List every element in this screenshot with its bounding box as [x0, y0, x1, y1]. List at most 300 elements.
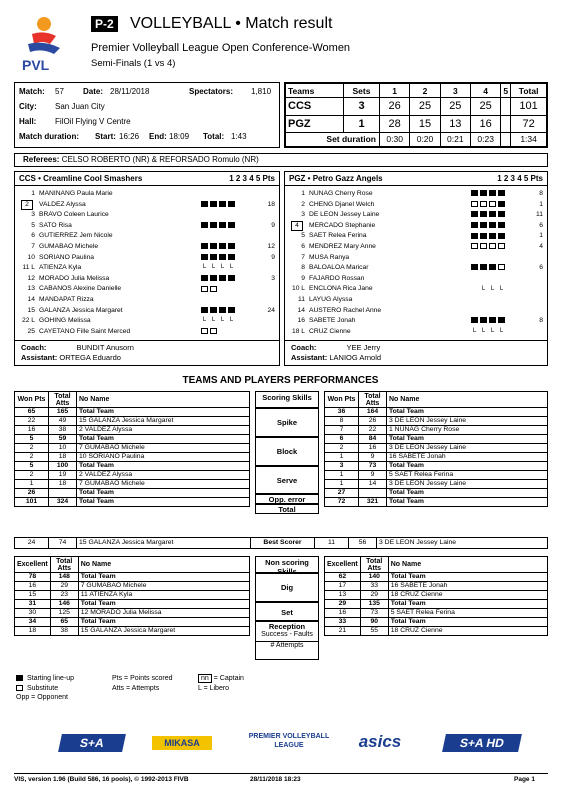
- table-cell: Total Team: [78, 618, 249, 627]
- starter-square-icon: [498, 190, 505, 196]
- player-points: 8: [539, 190, 543, 197]
- table-row: [325, 471, 548, 480]
- player-name: CHENG Djanel Welch: [309, 200, 375, 208]
- player-row: [285, 189, 547, 198]
- success-faults-label: Success - Faults: [261, 631, 313, 638]
- starter-square-icon: [219, 222, 226, 228]
- player-row: [15, 221, 279, 230]
- city: San Juan City: [55, 102, 105, 111]
- player-name: SAET Relea Ferina: [309, 232, 367, 240]
- table-cell: Total Team: [388, 600, 547, 609]
- table-cell: 324: [49, 498, 77, 507]
- table-cell: 1: [325, 453, 359, 462]
- pvl-logo: [14, 14, 76, 76]
- player-name: GALANZA Jessica Margaret: [39, 306, 123, 314]
- set-participation: [201, 284, 273, 293]
- substitute-square-icon: [498, 243, 505, 249]
- player-row: [285, 253, 547, 262]
- starter-square-icon: [219, 201, 226, 207]
- table-row: [325, 453, 548, 462]
- player-row: [15, 189, 279, 198]
- table-cell: Total Team: [387, 489, 548, 498]
- sponsor-logo: S+A HD: [442, 734, 522, 752]
- total-points: 72: [511, 115, 547, 132]
- table-cell: 321: [359, 498, 387, 507]
- table-cell: 31: [15, 600, 51, 609]
- nonscoring-table-pgz: [324, 556, 548, 636]
- starter-square-icon: [219, 254, 226, 260]
- libero-mark: L: [202, 264, 207, 271]
- player-points: 6: [539, 221, 543, 229]
- player-row: [15, 327, 279, 336]
- substitute-square-icon: [471, 201, 478, 207]
- table-cell: 15 GALANZA Jessica Margaret: [77, 417, 250, 426]
- player-name: CAYETANO Fille Saint Merced: [39, 327, 131, 335]
- table-cell: 165: [49, 408, 77, 417]
- total-header: Total: [511, 84, 547, 98]
- table-cell: 5: [15, 462, 49, 471]
- round-name: Semi-Finals (1 vs 4): [91, 58, 176, 69]
- start-time: 16:26: [119, 132, 140, 141]
- table-cell: Total Team: [387, 435, 548, 444]
- starter-square-icon: [210, 201, 217, 207]
- starter-square-icon: [489, 190, 496, 196]
- legend-captain: Captain: [219, 675, 244, 682]
- table-cell: Total Team: [77, 462, 250, 471]
- player-name: SABETE Jonah: [309, 317, 356, 325]
- team-code: PGZ: [286, 115, 344, 132]
- skill-label: Serve: [255, 466, 319, 495]
- player-name: ENCLONA Rica Jane: [309, 285, 373, 293]
- table-cell: 140: [360, 573, 388, 582]
- team-code: CCS: [286, 98, 344, 115]
- player-row: [15, 231, 279, 240]
- player-row: [285, 327, 547, 336]
- attempts-label: # Attempts: [255, 641, 319, 649]
- performance-title: TEAMS AND PLAYERS PERFORMANCES: [182, 375, 379, 386]
- skill-label: Dig: [255, 573, 319, 602]
- table-cell: 135: [360, 600, 388, 609]
- starter-square-icon: [471, 222, 478, 228]
- team-title: PGZ • Petro Gazz Angels: [289, 174, 383, 183]
- table-cell: 9: [359, 471, 387, 480]
- table-cell: 26: [15, 489, 49, 498]
- set-score: 28: [380, 115, 410, 132]
- substitute-square-icon: [498, 264, 505, 270]
- table-cell: 18: [49, 480, 77, 489]
- set-header: 3: [440, 84, 470, 98]
- table-cell: 55: [360, 627, 388, 636]
- substitute-square-icon: [480, 201, 487, 207]
- player-number: 13: [27, 285, 35, 293]
- set-duration: 0:21: [440, 132, 470, 146]
- svg-text:PVL: PVL: [22, 57, 50, 73]
- assistant-label: Assistant:: [21, 353, 58, 362]
- player-number: 11: [298, 296, 305, 303]
- player-row: [285, 284, 547, 293]
- score-table: [284, 82, 548, 148]
- table-cell: [49, 489, 77, 498]
- best-scorer-label: Best Scorer: [251, 538, 315, 549]
- table-cell: 16: [359, 444, 387, 453]
- set-score: [501, 98, 511, 115]
- player-number: 18 L: [291, 327, 305, 335]
- player-number: 2: [301, 200, 305, 208]
- best-scorer-cell: 15 GALANZA Jessica Margaret: [77, 538, 251, 549]
- legend-points: Pts = Points scored: [112, 675, 173, 682]
- table-cell: 2: [15, 444, 49, 453]
- set-score: 13: [440, 115, 470, 132]
- table-cell: 148: [50, 573, 78, 582]
- starter-square-icon: [480, 211, 487, 217]
- player-row: [285, 274, 547, 283]
- header-row: [325, 392, 548, 408]
- set-header: 5: [501, 84, 511, 98]
- player-points: 9: [271, 221, 275, 229]
- table-cell: 29: [360, 591, 388, 600]
- table-row: [15, 573, 250, 582]
- table-cell: Total Team: [387, 498, 548, 507]
- set-participation: [201, 316, 273, 325]
- table-cell: 19: [49, 471, 77, 480]
- table-cell: 72: [325, 498, 359, 507]
- player-number: 8: [301, 264, 305, 272]
- starter-square-icon: [201, 307, 208, 313]
- set-score: 25: [410, 98, 440, 115]
- player-row: [285, 242, 547, 251]
- table-cell: 29: [50, 582, 78, 591]
- column-header: Total Atts: [359, 392, 387, 408]
- player-number: 5: [301, 232, 305, 240]
- starter-square-icon: [210, 243, 217, 249]
- player-row: [15, 210, 279, 219]
- set-participation: [471, 284, 543, 293]
- player-name: NUNAG Cherry Rose: [309, 190, 373, 197]
- player-points: 9: [271, 253, 275, 261]
- player-name: FAJARDO Rossan: [309, 274, 365, 282]
- table-cell: 13: [325, 591, 361, 600]
- set-score: 15: [410, 115, 440, 132]
- player-points: 12: [267, 243, 275, 250]
- player-points: 6: [539, 264, 543, 272]
- table-row: [325, 582, 548, 591]
- table-cell: 21: [325, 627, 361, 636]
- libero-mark: L: [499, 328, 504, 335]
- coach-name: BUNDIT Anusorn: [76, 343, 134, 352]
- date-label: Date:: [83, 87, 104, 96]
- start-label: Start:: [95, 132, 116, 141]
- table-cell: 2 VALDEZ Alyssa: [77, 471, 250, 480]
- table-cell: 8: [325, 417, 359, 426]
- table-row: [325, 600, 548, 609]
- table-row: [325, 417, 548, 426]
- table-cell: 3 DE LEON Jessey Laine: [387, 480, 548, 489]
- substitute-square-icon: [210, 286, 217, 292]
- starter-square-icon: [498, 211, 505, 217]
- starting-icon: [16, 675, 23, 681]
- assistant-label: Assistant:: [291, 353, 328, 362]
- set-participation: [201, 327, 273, 336]
- player-row: [15, 263, 279, 272]
- table-cell: 15: [15, 591, 51, 600]
- table-cell: 7 GUMABAO Michele: [77, 444, 250, 453]
- set-score: 25: [470, 98, 500, 115]
- table-cell: 146: [50, 600, 78, 609]
- legend-attempts: Atts = Attempts: [112, 684, 160, 692]
- best-scorer-cell: 56: [349, 538, 377, 549]
- table-cell: 84: [359, 435, 387, 444]
- legend-libero: L = Libero: [198, 684, 230, 692]
- substitute-icon: [16, 685, 23, 691]
- column-header: Won Pts: [325, 392, 359, 408]
- coach-name: YEE Jerry: [346, 343, 381, 352]
- table-cell: 1 NUNAG Cherry Rose: [387, 426, 548, 435]
- player-name: LAYUG Alyssa: [309, 296, 353, 303]
- table-cell: Total Team: [77, 489, 250, 498]
- starter-square-icon: [498, 222, 505, 228]
- player-points: 4: [539, 243, 543, 250]
- table-cell: 16: [15, 582, 51, 591]
- starter-square-icon: [489, 264, 496, 270]
- table-cell: 27: [325, 489, 359, 498]
- table-cell: 1: [325, 480, 359, 489]
- table-row: [325, 609, 548, 618]
- table-row: [15, 471, 250, 480]
- table-cell: 12 MORADO Julia Melissa: [78, 609, 249, 618]
- table-cell: 9: [359, 453, 387, 462]
- column-header: No Name: [388, 557, 547, 573]
- player-name: ATIENZA Kyla: [39, 264, 82, 272]
- table-cell: 101: [15, 498, 49, 507]
- table-row: [15, 591, 250, 600]
- set-participation: [471, 327, 543, 336]
- best-row: [15, 538, 548, 549]
- page-title: VOLLEYBALL • Match result: [130, 15, 333, 32]
- assistant-name: ORTEGA Eduardo: [59, 353, 121, 362]
- table-cell: 1: [15, 480, 49, 489]
- match-number: 57: [55, 87, 64, 96]
- total-label: Total:: [203, 132, 225, 141]
- table-cell: 18 CRUZ Cienne: [388, 591, 547, 600]
- table-cell: 15 GALANZA Jessica Margaret: [78, 627, 249, 636]
- table-cell: 18: [49, 453, 77, 462]
- table-cell: Total Team: [77, 498, 250, 507]
- player-number: 9: [301, 274, 305, 282]
- player-name: CABANOS Alexine Danielle: [39, 285, 122, 293]
- column-header: Total Atts: [360, 557, 388, 573]
- table-cell: 34: [15, 618, 51, 627]
- table-cell: 33: [325, 618, 361, 627]
- header-row: [15, 557, 250, 573]
- player-number: 1: [301, 190, 305, 197]
- starter-square-icon: [201, 254, 208, 260]
- table-cell: 30: [15, 609, 51, 618]
- footer-date: 28/11/2018 18:23: [250, 776, 301, 783]
- player-name: MUSA Ranya: [309, 253, 350, 261]
- starter-square-icon: [228, 307, 235, 313]
- table-row: [15, 444, 250, 453]
- best-scorer-cell: 3 DE LEON Jessey Laine: [377, 538, 548, 549]
- set-participation: [201, 263, 273, 272]
- hall: FilOil Flying V Centre: [55, 117, 131, 126]
- player-row: [285, 306, 547, 315]
- column-header: Total Atts: [50, 557, 78, 573]
- table-cell: 2: [325, 444, 359, 453]
- table-row: [15, 618, 250, 627]
- player-name: MANDAPAT Rizza: [39, 296, 94, 303]
- table-row: [325, 408, 548, 417]
- table-row: [15, 498, 250, 507]
- set-score: 26: [380, 98, 410, 115]
- scoring-table-pgz: [324, 391, 548, 507]
- table-cell: 5: [15, 435, 49, 444]
- starter-square-icon: [480, 317, 487, 323]
- spectators: 1,810: [251, 87, 272, 96]
- table-cell: 16 SABETE Jonah: [388, 582, 547, 591]
- starter-square-icon: [210, 307, 217, 313]
- starter-square-icon: [480, 233, 487, 239]
- referees-names: CELSO ROBERTO (NR) & REFORSADO Romulo (NR): [61, 155, 259, 164]
- set-duration-label: Set duration: [286, 132, 380, 146]
- player-name: GOHING Melissa: [39, 317, 91, 325]
- table-row: [325, 435, 548, 444]
- skill-label: Reception: [255, 621, 319, 660]
- starter-square-icon: [210, 254, 217, 260]
- table-cell: 5 SAET Relea Ferina: [387, 471, 548, 480]
- table-cell: 18: [15, 627, 51, 636]
- table-row: [325, 498, 548, 507]
- libero-mark: L: [490, 285, 495, 292]
- referees-label: Referees:: [23, 155, 60, 164]
- table-row: [15, 462, 250, 471]
- perf-table: [324, 391, 548, 507]
- table-cell: 14: [359, 480, 387, 489]
- player-number: 16: [297, 317, 305, 325]
- perf-table: [14, 556, 250, 636]
- libero-mark: L: [229, 264, 234, 271]
- starter-square-icon: [489, 222, 496, 228]
- assistant-name: LANIOG Arnold: [329, 353, 382, 362]
- column-header: Excellent: [325, 557, 361, 573]
- table-cell: 10 SORIANO Paulina: [77, 453, 250, 462]
- substitute-square-icon: [489, 243, 496, 249]
- sponsors-bar: [60, 720, 520, 760]
- player-row: [285, 295, 547, 304]
- scoring-table-ccs: [14, 391, 250, 507]
- table-cell: 22: [359, 426, 387, 435]
- libero-mark: L: [490, 328, 495, 335]
- starter-square-icon: [471, 317, 478, 323]
- player-number: 15: [27, 306, 35, 314]
- player-row: [15, 274, 279, 283]
- best-table: [14, 537, 548, 549]
- table-cell: 38: [50, 627, 78, 636]
- player-name: MERCADO Stephanie: [309, 221, 376, 229]
- table-cell: 90: [360, 618, 388, 627]
- player-number: 10 L: [291, 285, 305, 293]
- league-name: Premier Volleyball League Open Conference-Women: [91, 42, 351, 54]
- perf-table: [324, 556, 548, 636]
- column-header: No Name: [77, 392, 250, 408]
- page-tag: P-2: [91, 16, 118, 32]
- table-row: [15, 426, 250, 435]
- set-duration: 0:23: [470, 132, 500, 146]
- sponsor-logo: PREMIER VOLLEYBALL LEAGUE: [248, 733, 330, 749]
- starter-square-icon: [489, 233, 496, 239]
- player-number: 6: [301, 243, 305, 250]
- starter-square-icon: [201, 275, 208, 281]
- table-cell: 78: [15, 573, 51, 582]
- coach-label: Coach:: [21, 343, 47, 352]
- player-number: 7: [301, 253, 305, 261]
- starter-square-icon: [489, 211, 496, 217]
- player-points: 11: [536, 211, 543, 219]
- table-cell: 7 GUMABAO Michele: [77, 480, 250, 489]
- table-cell: 59: [49, 435, 77, 444]
- substitute-square-icon: [471, 243, 478, 249]
- table-cell: [359, 489, 387, 498]
- table-cell: Total Team: [387, 462, 548, 471]
- player-name: VALDEZ Alyssa: [39, 200, 86, 208]
- total-time: 1:43: [231, 132, 247, 141]
- table-row: [15, 408, 250, 417]
- player-number: 14: [297, 306, 305, 314]
- table-row: [15, 480, 250, 489]
- table-cell: 11 ATIENZA Kyla: [78, 591, 249, 600]
- starter-square-icon: [471, 264, 478, 270]
- table-row: [325, 489, 548, 498]
- footer-page: Page 1: [514, 776, 535, 783]
- hall-label: Hall:: [19, 117, 37, 126]
- best-scorer-cell: 11: [315, 538, 349, 549]
- table-cell: 17: [325, 582, 361, 591]
- coach-box-ccs: [14, 341, 280, 366]
- starter-square-icon: [201, 201, 208, 207]
- player-name: MANINANG Paula Marie: [39, 190, 113, 197]
- table-cell: 62: [325, 573, 361, 582]
- column-header: Total Atts: [49, 392, 77, 408]
- table-cell: 3: [325, 462, 359, 471]
- player-row: [15, 253, 279, 262]
- libero-mark: L: [481, 328, 486, 335]
- libero-mark: L: [211, 317, 216, 324]
- table-row: [325, 480, 548, 489]
- substitute-square-icon: [489, 201, 496, 207]
- referees: [14, 153, 548, 167]
- table-cell: 2 VALDEZ Alyssa: [77, 426, 250, 435]
- substitute-square-icon: [210, 328, 217, 334]
- table-cell: Total Team: [387, 408, 548, 417]
- team-title: CCS • Creamline Cool Smashers: [19, 174, 143, 183]
- table-row: [15, 609, 250, 618]
- starter-square-icon: [228, 201, 235, 207]
- footer-version: VIS, version 1.96 (Build 586, 16 pools), © 1992-2013 FIVB: [14, 776, 189, 783]
- player-name: SORIANO Paulina: [39, 253, 95, 261]
- starter-square-icon: [498, 201, 505, 207]
- table-row: [15, 453, 250, 462]
- skill-label: Spike: [255, 408, 319, 437]
- player-points: 18: [267, 200, 275, 208]
- table-row: [15, 417, 250, 426]
- player-number: 4: [291, 221, 303, 231]
- table-cell: Total Team: [77, 408, 250, 417]
- table-row: [325, 573, 548, 582]
- table-cell: Total Team: [388, 573, 547, 582]
- starter-square-icon: [219, 275, 226, 281]
- header-row: [325, 557, 548, 573]
- table-cell: Total Team: [77, 435, 250, 444]
- table-row: [325, 618, 548, 627]
